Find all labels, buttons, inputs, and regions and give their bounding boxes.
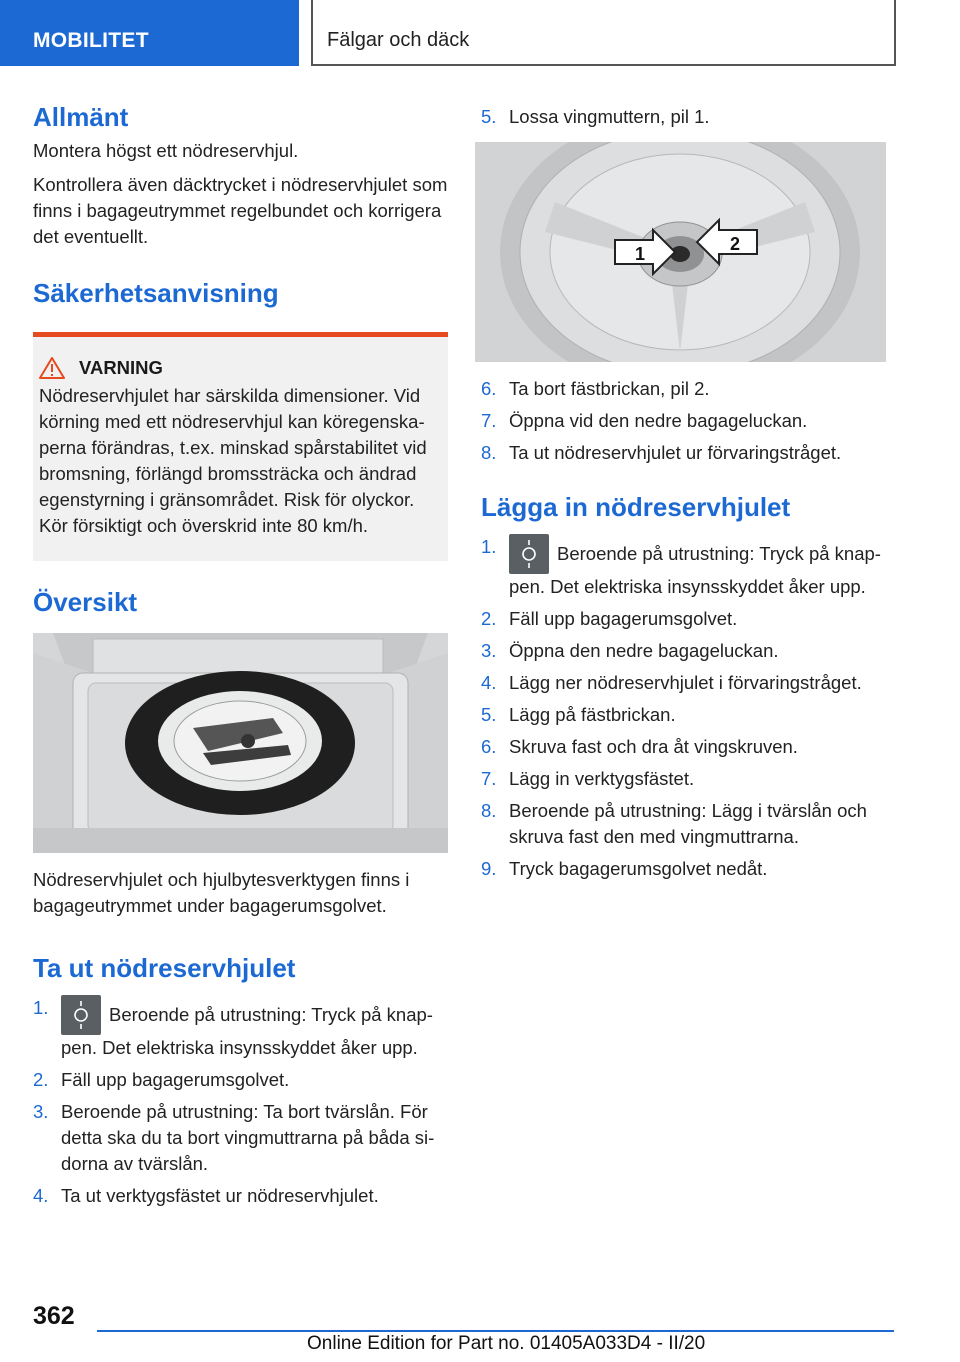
step-number: 3. bbox=[481, 640, 497, 661]
step-text: Lägg ner nödreservhjulet i förvaringstråget. bbox=[509, 672, 862, 693]
step-text: Ta ut nödreservhjulet ur förvaringstråget. bbox=[509, 442, 842, 463]
step-text: Ta bort fästbrickan, pil 2. bbox=[509, 378, 710, 399]
step-text: Lägg på fästbrickan. bbox=[509, 704, 676, 725]
list-item bbox=[481, 702, 896, 728]
trunk-illustration bbox=[33, 633, 448, 853]
trunk-button-icon bbox=[509, 534, 549, 574]
warning-triangle-icon bbox=[39, 357, 65, 379]
step-text: Beroende på utrustning: Ta bort tvärslån. För detta ska du ta bort vingmuttrarna på båda si-dorna av tvärslån. bbox=[61, 1101, 435, 1174]
step-number: 6. bbox=[481, 736, 497, 757]
step-number: 2. bbox=[33, 1069, 49, 1090]
step-text: Lossa vingmuttern, pil 1. bbox=[509, 106, 710, 127]
step-text: Tryck bagagerumsgolvet nedåt. bbox=[509, 858, 768, 879]
right-column bbox=[481, 100, 896, 888]
remove-steps-left bbox=[33, 995, 448, 1209]
list-item bbox=[481, 440, 896, 466]
list-item bbox=[481, 638, 896, 664]
step-number: 7. bbox=[481, 410, 497, 431]
general-paragraph-1: Montera högst ett nödreservhjul. bbox=[33, 140, 299, 161]
list-item bbox=[33, 1099, 448, 1177]
list-item bbox=[481, 408, 896, 434]
list-item bbox=[481, 104, 896, 130]
step-number: 1. bbox=[481, 536, 497, 557]
step-number: 3. bbox=[33, 1101, 49, 1122]
list-item bbox=[481, 670, 896, 696]
warning-label: VARNING bbox=[79, 357, 163, 378]
step-number: 4. bbox=[33, 1185, 49, 1206]
list-item bbox=[33, 1183, 448, 1209]
footer-divider bbox=[97, 1330, 894, 1332]
trunk-button-icon bbox=[61, 995, 101, 1035]
list-item bbox=[481, 798, 896, 850]
list-item bbox=[481, 606, 896, 632]
wing-nut-photo bbox=[475, 142, 886, 362]
step-number: 5. bbox=[481, 106, 497, 127]
step-text: Beroende på utrustning: Lägg i tvärslån och skruva fast den med vingmuttrarna. bbox=[509, 800, 867, 847]
left-column bbox=[33, 100, 448, 1215]
list-item bbox=[481, 376, 896, 402]
trunk-spare-wheel-photo bbox=[33, 633, 448, 853]
step-number: 8. bbox=[481, 442, 497, 463]
warning-title bbox=[39, 357, 442, 379]
section-title: MOBILITET bbox=[33, 29, 149, 52]
step-number: 7. bbox=[481, 768, 497, 789]
arrow-2-label: 2 bbox=[730, 234, 741, 254]
remove-steps-right-2 bbox=[481, 376, 896, 466]
step-number: 4. bbox=[481, 672, 497, 693]
overview-caption: Nödreservhjulet och hjulbytesverktygen finns i bagageutrymmet under bagagerumsgolvet. bbox=[33, 869, 410, 916]
list-item bbox=[481, 856, 896, 882]
general-heading: Allmänt bbox=[33, 102, 129, 132]
edition-text: Online Edition for Part no. 01405A033D4 - II/20 bbox=[307, 1333, 706, 1354]
step-number: 5. bbox=[481, 704, 497, 725]
page-header bbox=[0, 0, 960, 66]
step-text: Fäll upp bagagerumsgolvet. bbox=[61, 1069, 290, 1090]
step-text: Beroende på utrustning: Tryck på knap-pen. Det elektriska insynsskyddet åker upp. bbox=[509, 543, 881, 597]
arrow-1-label: 1 bbox=[635, 244, 646, 264]
remove-heading: Ta ut nödreservhjulet bbox=[33, 953, 296, 983]
warning-box bbox=[33, 332, 448, 561]
section-tab bbox=[0, 0, 299, 66]
general-paragraph-2: Kontrollera även däcktrycket i nödreservhjulet som finns i bagageutrymmet regelbundet och korrigera det eventuellt. bbox=[33, 174, 448, 247]
warning-text: Nödreservhjulet har särskilda dimensioner. Vid körning med ett nödreservhjul kan köregenska-perna förändras, t.ex. minskad spårstabilitet vid bromsning, förlängd bromssträcka och ändrad egenstyrning i gränsområdet. Risk för olyckor. Kör försiktigt och överskrid inte 80 km/h. bbox=[39, 385, 427, 536]
chapter-title: Fälgar och däck bbox=[327, 29, 470, 51]
step-number: 9. bbox=[481, 858, 497, 879]
step-number: 2. bbox=[481, 608, 497, 629]
step-text: Beroende på utrustning: Tryck på knap-pen. Det elektriska insynsskyddet åker upp. bbox=[61, 1004, 433, 1058]
chapter-tab bbox=[311, 0, 896, 66]
list-item bbox=[481, 534, 896, 600]
overview-heading: Översikt bbox=[33, 587, 138, 617]
step-number: 6. bbox=[481, 378, 497, 399]
step-text: Öppna den nedre bagageluckan. bbox=[509, 640, 779, 661]
page-number: 362 bbox=[33, 1302, 75, 1330]
step-text: Lägg in verktygsfästet. bbox=[509, 768, 695, 789]
step-text: Ta ut verktygsfästet ur nödreservhjulet. bbox=[61, 1185, 379, 1206]
wing-nut-illustration bbox=[475, 142, 886, 362]
insert-steps bbox=[481, 534, 896, 882]
list-item bbox=[481, 766, 896, 792]
step-number: 8. bbox=[481, 800, 497, 821]
list-item bbox=[33, 995, 448, 1061]
step-number: 1. bbox=[33, 997, 49, 1018]
safety-heading: Säkerhetsanvisning bbox=[33, 278, 279, 308]
insert-heading: Lägga in nödreservhjulet bbox=[481, 492, 791, 522]
step-text: Öppna vid den nedre bagageluckan. bbox=[509, 410, 808, 431]
list-item bbox=[481, 734, 896, 760]
remove-steps-right bbox=[481, 104, 896, 130]
step-text: Fäll upp bagagerumsgolvet. bbox=[509, 608, 738, 629]
step-text: Skruva fast och dra åt vingskruven. bbox=[509, 736, 798, 757]
list-item bbox=[33, 1067, 448, 1093]
